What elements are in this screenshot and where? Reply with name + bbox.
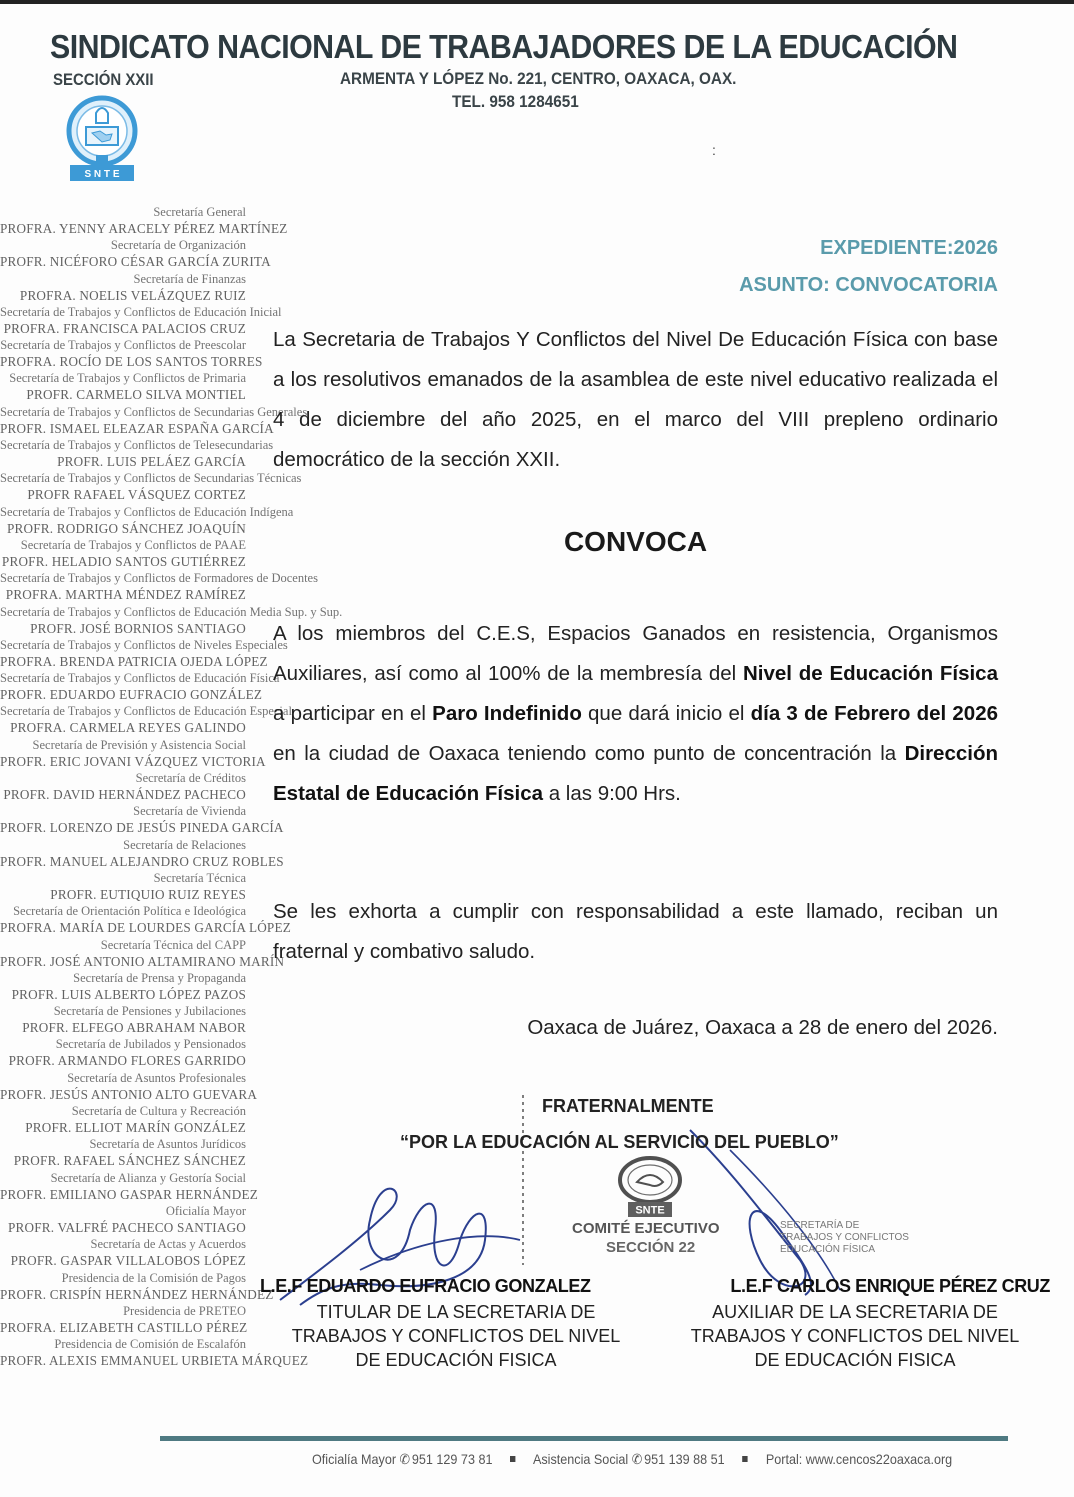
committee-entry: [0, 1336, 309, 1369]
committee-member-name: PROFRA. NOELIS VELÁZQUEZ RUIZ: [19, 287, 246, 303]
committee-entry: [0, 1303, 246, 1336]
committee-role: Secretaría de Trabajos y Conflictos de Educación Especial: [0, 704, 292, 719]
telephone: TEL. 958 1284651: [452, 92, 579, 111]
committee-entry: [0, 1103, 246, 1136]
committee-entry: [0, 604, 343, 637]
salutation: FRATERNALMENTE: [542, 1096, 714, 1116]
committee-member-name: PROFR. MANUEL ALEJANDRO CRUZ ROBLES: [0, 853, 284, 869]
motto: “POR LA EDUCACIÓN AL SERVICIO DEL PUEBLO”: [400, 1132, 839, 1152]
phone-icon: ✆: [399, 1451, 411, 1467]
committee-role: Secretaría de Asuntos Profesionales: [67, 1070, 246, 1085]
call-paragraph: [273, 614, 998, 814]
committee-entry: [0, 1170, 258, 1203]
committee-entry: [0, 1236, 246, 1269]
committee-member-name: PROFRA. CARMELA REYES GALINDO: [10, 720, 246, 736]
committee-member-name: PROFRA. YENNY ARACELY PÉREZ MARTÍNEZ: [0, 221, 288, 236]
committee-role: Secretaría de Orientación Política e Ideológica: [13, 904, 246, 919]
committee-entry: [0, 1036, 246, 1069]
committee-role: Secretaría de Actas y Acuerdos: [90, 1237, 246, 1252]
committee-member-name: PROFR. VALFRÉ PACHECO SANTIAGO: [7, 1219, 246, 1235]
call-bold-date: día 3 de Febrero del 2026: [750, 702, 998, 725]
committee-role: Secretaría de Trabajos y Conflictos de Telesecundarias: [0, 438, 274, 453]
committee-entry: [0, 470, 302, 503]
footer-rule: [160, 1436, 1008, 1441]
signature-block: [260, 1090, 1050, 1390]
committee-entry: [0, 271, 246, 304]
committee-entry: [0, 237, 271, 270]
snte-logo-icon: [60, 93, 144, 185]
committee-entry: [0, 803, 284, 836]
committee-role: Secretaría de Trabajos y Conflictos de Preescolar: [0, 338, 246, 353]
committee-entry: [0, 837, 284, 870]
title-line: AUXILIAR DE LA SECRETARIA DE: [712, 1302, 998, 1322]
footer-office1-label: Oficialía Mayor: [312, 1451, 397, 1467]
call-text: que dará inicio el: [581, 702, 751, 725]
committee-entry: [0, 870, 246, 903]
committee-member-name: PROFR. GASPAR VILLALOBOS LÓPEZ: [10, 1253, 246, 1269]
title-line: TRABAJOS Y CONFLICTOS DEL NIVEL: [690, 1326, 1020, 1346]
committee-entry: [0, 1070, 258, 1103]
committee-entry: [0, 570, 318, 603]
committee-member-name: PROFR. DAVID HERNÁNDEZ PACHECO: [3, 787, 246, 803]
committee-role: Secretaría de Trabajos y Conflictos de Niveles Especiales: [0, 637, 288, 652]
asunto-label: ASUNTO: CONVOCATORIA: [739, 274, 998, 296]
committee-member-name: PROFR. EDUARDO EUFRACIO GONZÁLEZ: [0, 687, 263, 703]
committee-member-name: PROFR. ARMANDO FLORES GARRIDO: [8, 1053, 246, 1069]
place-date: Oaxaca de Juárez, Oaxaca a 28 de enero del 2026.: [527, 1016, 998, 1039]
committee-member-name: PROFR. HELADIO SANTOS GUTIÉRREZ: [1, 553, 246, 569]
footer-office2-phone: 951 139 88 51: [644, 1451, 725, 1467]
committee-role: Secretaría de Trabajos y Conflictos de Educación Indígena: [0, 504, 294, 519]
committee-member-name: PROFR. ALEXIS EMMANUEL URBIETA MÁRQUEZ: [0, 1353, 309, 1369]
committee-role: Secretaría de Alianza y Gestoría Social: [50, 1170, 246, 1185]
footer-office2-label: Asistencia Social: [532, 1451, 629, 1467]
stamp-seccion: SECCIÓN 22: [606, 1239, 696, 1256]
convoca-heading: CONVOCA: [563, 526, 708, 557]
exhortation-paragraph: Se les exhorta a cumplir con responsabilidad a este llamado, reciban un fraternal y combativo saludo.: [273, 900, 998, 963]
logo-label: S N T E: [84, 169, 120, 180]
committee-entry: [0, 637, 288, 670]
stamp-small-line: TRABAJOS Y CONFLICTOS: [780, 1232, 909, 1243]
organization-title: SINDICATO NACIONAL DE TRABAJADORES DE LA EDUCACIÓN: [50, 28, 958, 65]
committee-member-name: PROFR. JOSÉ BORNIOS SANTIAGO: [30, 620, 246, 636]
committee-entry: [0, 337, 263, 370]
committee-role: Secretaría de Trabajos y Conflictos de Secundarias Generales: [0, 404, 308, 419]
committee-role: Secretaría de Trabajos y Conflictos de PAAE: [20, 537, 246, 552]
committee-role: Secretaría de Jubilados y Pensionados: [55, 1037, 246, 1052]
title-line: TITULAR DE LA SECRETARIA DE: [316, 1302, 596, 1322]
committee-entry: [0, 437, 274, 470]
stamp-seal-icon: [595, 1156, 705, 1218]
intro-paragraph: La Secretaria de Trabajos Y Conflictos del Nivel De Educación Física con base a los resolutivos emanados de la asamblea de este nivel educativo realizada el 4 de diciembre del año 2025, en el marco del VIII prepleno ordinario democrático de la sección XXII.: [273, 328, 998, 471]
committee-entry: [0, 1003, 246, 1036]
committee-role: Presidencia de la Comisión de Pagos: [61, 1270, 246, 1285]
committee-member-name: PROFR. EUTIQUIO RUIZ REYES: [50, 886, 246, 902]
call-text: A los miembros del C.E.S, Espacios Ganados en resistencia, Organismos Auxiliares, así como al 100% de la membresía del: [273, 622, 998, 685]
committee-member-name: PROFRA. ELIZABETH CASTILLO PÉREZ: [0, 1319, 248, 1335]
committee-role: Presidencia de Comisión de Escalafón: [54, 1337, 246, 1352]
committee-role: Secretaría de Créditos: [135, 771, 246, 786]
committee-member-name: PROFR. LUIS ALBERTO LÓPEZ PAZOS: [11, 986, 246, 1002]
footer-office1-phone: 951 129 73 81: [411, 1451, 493, 1467]
committee-member-name: PROFR. RODRIGO SÁNCHEZ JOAQUÍN: [6, 520, 246, 536]
signatory-2-name: L.E.F CARLOS ENRIQUE PÉREZ CRUZ: [730, 1276, 1050, 1296]
committee-entry: [0, 370, 246, 403]
committee-entry: [0, 1270, 274, 1303]
top-edge-bar: [0, 0, 1074, 4]
section-label: SECCIÓN XXII: [53, 70, 154, 89]
committee-role: Secretaría de Organización: [110, 238, 246, 253]
committee-entry: [0, 937, 285, 970]
stamp-label: SNTE: [635, 1204, 665, 1217]
committee-role: Secretaría de Trabajos y Conflictos de Educación Media Sup. y Sup.: [0, 604, 343, 619]
committee-member-name: PROFRA. MARTHA MÉNDEZ RAMÍREZ: [5, 587, 246, 603]
committee-role: Secretaría de Trabajos y Conflictos de Primaria: [9, 371, 246, 386]
committee-member-name: PROFRA. FRANCISCA PALACIOS CRUZ: [3, 320, 246, 336]
stray-mark: :: [712, 142, 716, 158]
committee-entry: [0, 903, 291, 936]
committee-entry: [0, 670, 280, 703]
committee-member-name: PROFR. JOSÉ ANTONIO ALTAMIRANO MARÍN: [0, 953, 285, 969]
expediente-label: EXPEDIENTE:2026: [820, 237, 998, 259]
committee-entry: [0, 970, 246, 1003]
phone-icon: ✆: [631, 1451, 643, 1467]
committee-role: Secretaría de Previsión y Asistencia Social: [32, 737, 246, 752]
committee-entry: [0, 770, 246, 803]
committee-role: Secretaría de Trabajos y Conflictos de Secundarias Técnicas: [0, 471, 302, 486]
committee-member-name: PROFR. RAFAEL SÁNCHEZ SÁNCHEZ: [13, 1153, 246, 1169]
committee-member-name: PROFR. CRISPÍN HERNÁNDEZ HERNÁNDEZ: [0, 1286, 274, 1302]
committee-member-name: PROFRA. BRENDA PATRICIA OJEDA LÓPEZ: [0, 653, 268, 669]
signatory-2-title: [660, 1300, 1050, 1372]
committee-entry: [0, 304, 282, 337]
call-text: en la ciudad de Oaxaca teniendo como punto de concentración la: [273, 742, 905, 765]
committee-member-name: PROFR. LUIS PELÁEZ GARCÍA: [57, 454, 246, 470]
address: ARMENTA Y LÓPEZ No. 221, CENTRO, OAXACA, OAX.: [340, 69, 737, 88]
committee-role: Oficialía Mayor: [165, 1203, 246, 1218]
separator-square-icon: [510, 1456, 515, 1462]
committee-member-name: PROFR. ELFEGO ABRAHAM NABOR: [22, 1020, 246, 1036]
signatory-1-title: [260, 1300, 652, 1372]
committee-role: Secretaría de Trabajos y Conflictos de Educación Física: [0, 671, 280, 686]
committee-role: Secretaría de Trabajos y Conflictos de Educación Inicial: [0, 304, 282, 319]
committee-member-name: PROFRA. MARÍA DE LOURDES GARCÍA LÓPEZ: [0, 920, 291, 936]
separator-square-icon: [743, 1456, 748, 1462]
committee-entry: [0, 404, 308, 437]
committee-member-name: PROFR. ISMAEL ELEAZAR ESPAÑA GARCÍA: [0, 420, 274, 436]
committee-member-name: PROFR. NICÉFORO CÉSAR GARCÍA ZURITA: [0, 254, 271, 270]
committee-member-name: PROFR. EMILIANO GASPAR HERNÁNDEZ: [0, 1186, 258, 1202]
committee-role: Secretaría de Finanzas: [133, 271, 246, 286]
committee-list: [0, 204, 343, 1369]
title-line: DE EDUCACIÓN FISICA: [355, 1350, 557, 1370]
committee-member-name: PROFR. LORENZO DE JESÚS PINEDA GARCÍA: [0, 820, 284, 836]
signatory-1-name: L.E.F EDUARDO EUFRACIO GONZALEZ: [260, 1276, 591, 1296]
committee-role: Secretaría General: [153, 205, 246, 219]
committee-member-name: PROFR. CARMELO SILVA MONTIEL: [26, 387, 246, 403]
call-bold-strike: Paro Indefinido: [432, 702, 582, 725]
committee-role: Secretaría de Asuntos Jurídicos: [89, 1137, 246, 1152]
committee-role: Secretaría de Prensa y Propaganda: [73, 970, 246, 985]
committee-role: Secretaría de Relaciones: [123, 837, 246, 852]
call-bold-location: Dirección Estatal de Educación Física: [273, 742, 998, 805]
footer-portal-link[interactable]: Portal: www.cencos22oaxaca.org: [765, 1451, 953, 1467]
committee-role: Secretaría de Pensiones y Jubilaciones: [53, 1004, 246, 1019]
footer-contacts: [312, 1451, 952, 1468]
stamp-small-line: EDUCACIÓN FÍSICA: [780, 1244, 876, 1255]
stamp-comite: COMITÉ EJECUTIVO: [572, 1220, 720, 1237]
committee-entry: [0, 1136, 246, 1169]
stamp-small-text: [780, 1220, 909, 1256]
title-line: TRABAJOS Y CONFLICTOS DEL NIVEL: [291, 1326, 621, 1346]
committee-member-name: PROFR RAFAEL VÁSQUEZ CORTEZ: [27, 487, 246, 503]
committee-entry: [0, 537, 246, 570]
stamp-small-line: SECRETARÍA DE: [780, 1220, 860, 1231]
committee-entry: [0, 703, 292, 736]
committee-member-name: PROFR. ELLIOT MARÍN GONZÁLEZ: [25, 1120, 246, 1136]
committee-entry: [0, 737, 266, 770]
committee-role: Secretaría de Trabajos y Conflictos de Formadores de Docentes: [0, 571, 318, 586]
committee-role: Secretaría Técnica: [153, 870, 246, 885]
call-text: a las 9:00 Hrs.: [543, 782, 681, 805]
committee-member-name: PROFRA. ROCÍO DE LOS SANTOS TORRES: [0, 354, 263, 370]
committee-member-name: PROFR. JESÚS ANTONIO ALTO GUEVARA: [0, 1086, 258, 1102]
committee-role: Secretaría de Cultura y Recreación: [71, 1104, 246, 1119]
committee-entry: [0, 1203, 246, 1236]
committee-entry: [0, 504, 294, 537]
committee-member-name: PROFR. ERIC JOVANI VÁZQUEZ VICTORIA: [0, 753, 266, 769]
call-bold-level: Nivel de Educación Física: [742, 662, 998, 685]
title-line: DE EDUCACIÓN FISICA: [754, 1350, 956, 1370]
committee-role: Secretaría Técnica del CAPP: [100, 937, 246, 952]
call-text: a participar en el: [273, 702, 433, 725]
committee-entry: [0, 204, 288, 237]
committee-role: Presidencia de PRETEO: [123, 1303, 246, 1318]
committee-role: Secretaría de Vivienda: [133, 804, 246, 819]
